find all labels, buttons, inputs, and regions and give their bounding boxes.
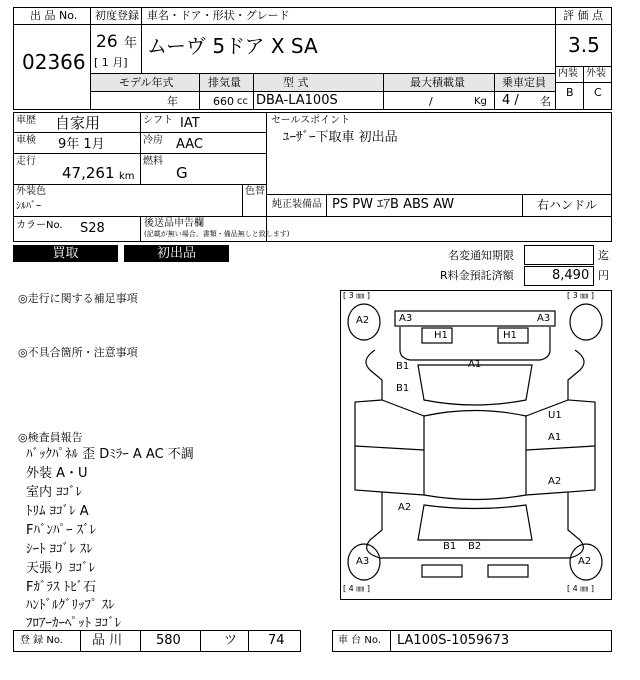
displacement-unit: cc: [237, 96, 248, 107]
sales-point-value: ﾕｰｻﾞｰ下取車 初出品: [283, 130, 398, 145]
name-change-deadline-label: 名変通知期限: [448, 249, 514, 262]
mark-door-left-rear: A2: [398, 502, 412, 513]
roof-outline: [424, 411, 526, 500]
model-year-unit: 年: [167, 95, 178, 108]
windshield-outline: [418, 365, 532, 405]
max-load-label: 最大積載量: [410, 76, 465, 89]
shift-label: シフト: [143, 115, 173, 126]
first-registration-year: 26: [96, 32, 118, 52]
year-unit: 年: [124, 36, 138, 51]
after-docs-label: 後送品申告欄: [144, 218, 204, 229]
registration-number: 74: [268, 633, 285, 648]
registration-kana: ツ: [224, 633, 238, 648]
inspector-line: 室内 ﾖｺﾞﾚ: [26, 485, 83, 500]
inspection-value: 9年 1月: [58, 137, 105, 152]
driving-notes-label: ◎走行に関する補足事項: [18, 292, 138, 305]
mark-fender-left-1: B1: [396, 361, 410, 372]
ac-value: AAC: [176, 137, 203, 152]
first-registration-label: 初度登録: [95, 9, 139, 22]
car-damage-diagram: [340, 290, 612, 600]
capacity-unit: 名: [540, 95, 551, 108]
mark-headlight-left: H1: [434, 330, 448, 341]
color-number-label: カラーNo.: [16, 220, 63, 231]
inspector-line: ﾄﾘﾑ ﾖｺﾞﾚ A: [26, 504, 89, 519]
inspector-line: 天張り ﾖｺﾞﾚ: [26, 561, 96, 576]
wheel-front-right: [570, 304, 602, 340]
chassis-number: LA100S-1059673: [397, 633, 510, 648]
model-code-label: 型 式: [283, 76, 309, 89]
registration-class: 580: [156, 633, 181, 648]
recycle-fee-unit: 円: [598, 269, 609, 282]
mark-rear-2: B2: [468, 541, 482, 552]
exterior-grade-label: 外装: [586, 68, 606, 79]
name-change-deadline-box: [524, 245, 594, 265]
capacity-value: 4 /: [502, 93, 519, 108]
exterior-color-value: ｼﾙﾊﾞｰ: [16, 201, 41, 212]
mileage-label: 走行: [16, 156, 36, 167]
inspector-line: Fｶﾞﾗｽ ﾄﾋﾞ石: [26, 580, 97, 595]
fuel-label: 燃料: [143, 156, 163, 167]
inspector-line: 外装 A・U: [26, 466, 88, 481]
mark-hood: A1: [468, 359, 482, 370]
recycle-fee-label: R料金預託済額: [440, 269, 514, 282]
max-load-separator: /: [429, 95, 433, 108]
inspector-line: ﾌﾛｱｰｶｰﾍﾟｯﾄ ﾖｺﾞﾚ: [26, 616, 122, 631]
car-name: ムーヴ 5ドア X SA: [147, 34, 318, 58]
mark-door-right-lower: A2: [548, 476, 562, 487]
exterior-grade: C: [594, 86, 602, 99]
after-docs-note: (記載が無い場合、書類・備品無しと致します): [144, 230, 290, 238]
mark-wheel-front-left: A2: [356, 315, 370, 326]
mark-rear-1: B1: [443, 541, 457, 552]
mark-bumper-right: A3: [537, 313, 551, 324]
color-change-label: 色替: [245, 186, 265, 197]
mileage-value: 47,261: [62, 164, 115, 182]
mileage-unit: km: [119, 171, 135, 182]
inspector-line: ﾊﾞｯｸﾊﾟﾈﾙ 歪 Dﾐﾗｰ A AC 不調: [26, 447, 194, 462]
interior-grade-label: 内装: [558, 68, 578, 79]
exterior-color-label: 外装色: [16, 186, 46, 197]
history-value: 自家用: [55, 114, 101, 132]
name-change-deadline-unit: 迄: [598, 249, 609, 262]
body-outline: [355, 350, 595, 558]
mark-bumper-left: A3: [399, 313, 413, 324]
max-load-unit: Kg: [474, 96, 487, 107]
front-bumper-outline: [395, 311, 555, 326]
defects-notes-label: ◎不具合箇所・注意事項: [18, 346, 138, 359]
tire-depth-top-right: [ 3 ㎜ ]: [567, 291, 594, 300]
shift-value: IAT: [180, 116, 200, 131]
capacity-label: 乗車定員: [502, 76, 546, 89]
fuel-value: G: [176, 164, 188, 182]
mark-wheel-rear-left: A3: [356, 556, 370, 567]
registration-area: 品 川: [92, 633, 123, 648]
rear-plate-box-left: [422, 565, 462, 577]
first-registration-month: [ 1 月]: [94, 56, 128, 69]
color-number-value: S28: [80, 221, 105, 236]
mark-fender-left-2: B1: [396, 383, 410, 394]
ac-label: 冷房: [143, 135, 163, 146]
mark-door-right-upper-2: A1: [548, 432, 562, 443]
lot-number-label: 出 品 No.: [30, 9, 78, 22]
mark-door-right-upper-1: U1: [548, 410, 562, 421]
rear-glass-outline: [418, 505, 532, 540]
score-value: 3.5: [568, 33, 600, 57]
first-listing-button[interactable]: 初出品: [124, 245, 229, 262]
inspector-line: ﾊﾝﾄﾞﾙｸﾞﾘｯﾌﾟ ｽﾚ: [26, 598, 115, 613]
inspector-line: Fﾊﾞﾝﾊﾟｰ ｽﾞﾚ: [26, 523, 97, 538]
history-label: 車歴: [16, 115, 36, 126]
displacement-value: 660: [213, 95, 234, 108]
lot-number: 02366: [22, 50, 86, 74]
model-code-value: DBA-LA100S: [256, 93, 338, 108]
mark-wheel-rear-right: A2: [578, 556, 592, 567]
car-name-label: 車名・ドア・形状・グレード: [147, 9, 290, 22]
tire-depth-top-left: [ 3 ㎜ ]: [343, 291, 370, 300]
registration-number-label: 登 録 No.: [20, 635, 63, 646]
chassis-number-label: 車 台 No.: [338, 635, 381, 646]
sales-point-label: セールスポイント: [271, 115, 351, 126]
interior-grade: B: [566, 86, 574, 99]
inspector-report-label: ◎検査員報告: [18, 431, 83, 444]
equipment-value: PS PW ｴｱB ABS AW: [332, 197, 455, 212]
equipment-label: 純正装備品: [272, 199, 322, 210]
displacement-label: 排気量: [208, 76, 241, 89]
tire-depth-bottom-left: [ 4 ㎜ ]: [343, 584, 370, 593]
rear-plate-box-right: [488, 565, 528, 577]
tire-depth-bottom-right: [ 4 ㎜ ]: [567, 584, 594, 593]
recycle-fee-value: 8,490: [552, 268, 590, 283]
inspection-label: 車検: [16, 135, 36, 146]
mark-headlight-right: H1: [503, 330, 517, 341]
buy-button[interactable]: 買取: [13, 245, 118, 262]
steering-value: 右ハンドル: [537, 198, 598, 212]
inspector-line: ｼｰﾄ ﾖｺﾞﾚ ｽﾚ: [26, 542, 93, 557]
model-year-label: モデル年式: [119, 76, 174, 89]
score-label: 評 価 点: [563, 9, 603, 22]
